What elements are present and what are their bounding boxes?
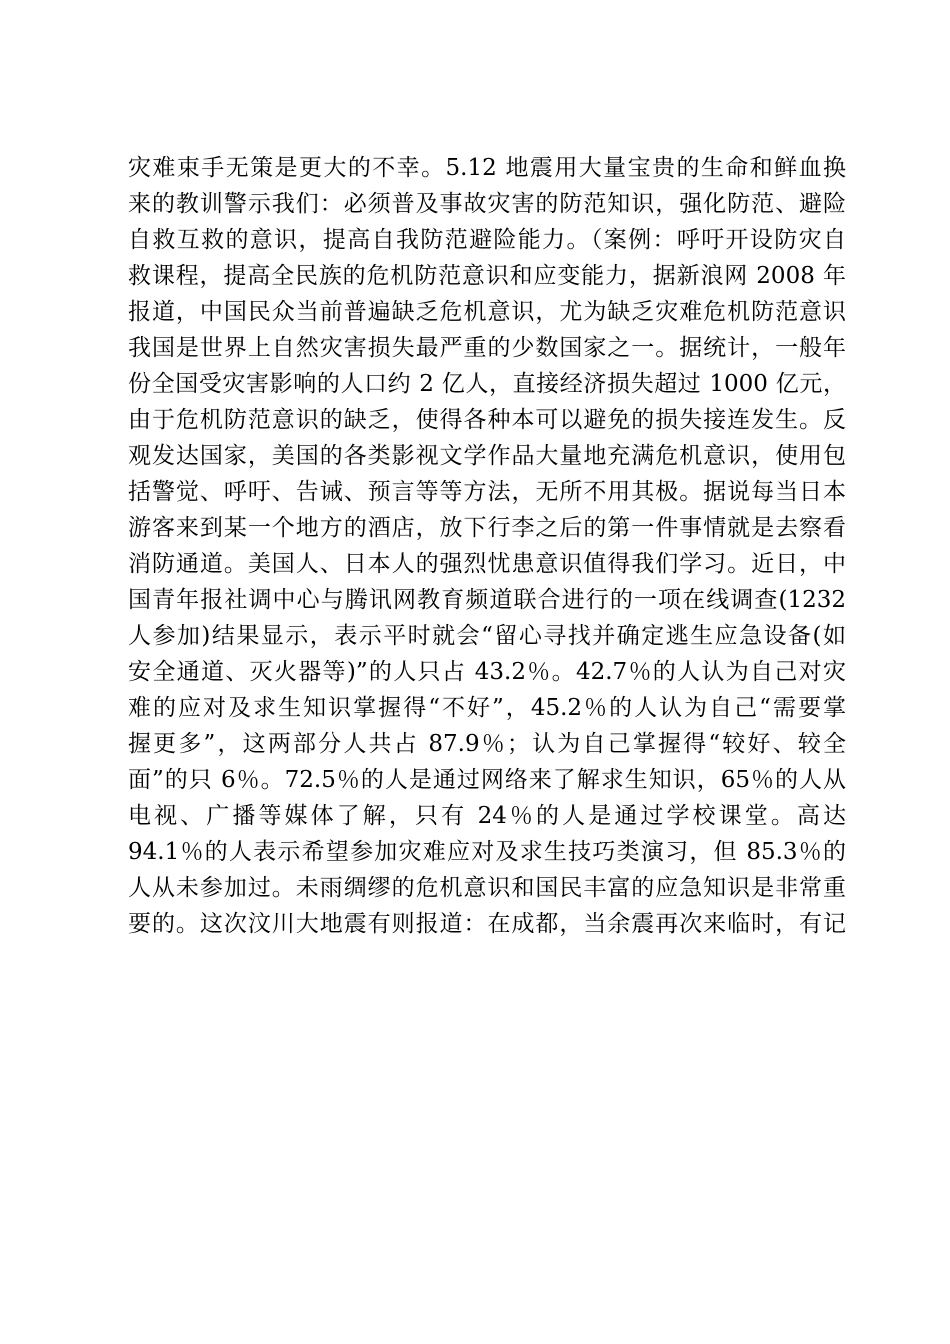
text-line: 电视、广播等媒体了解，只有 24％的人是通过学校课堂。高达: [128, 803, 846, 829]
text-line: 份全国受灾害影响的人口约 2 亿人，直接经济损失超过 1000 亿元，: [128, 371, 846, 397]
text-line: 游客来到某一个地方的酒店，放下行李之后的第一件事情就是去察看: [128, 515, 846, 541]
text-line: 国青年报社调中心与腾讯网教育频道联合进行的一项在线调查(1232: [128, 587, 846, 613]
text-line: 救课程，提高全民族的危机防范意识和应变能力，据新浪网 2008 年: [128, 263, 846, 289]
text-line: 灾难束手无策是更大的不幸。5.12 地震用大量宝贵的生命和鲜血换: [128, 155, 846, 181]
text-line: 观发达国家，美国的各类影视文学作品大量地充满危机意识，使用包: [128, 443, 846, 469]
text-line: 安全通道、灭火器等)”的人只占 43.2％。42.7％的人认为自己对灾: [128, 659, 846, 685]
text-line: 要的。这次汶川大地震有则报道：在成都，当余震再次来临时，有记: [128, 911, 846, 937]
text-line: 我国是世界上自然灾害损失最严重的少数国家之一。据统计，一般年: [128, 335, 846, 361]
text-line: 报道，中国民众当前普遍缺乏危机意识，尤为缺乏灾难危机防范意识: [128, 299, 846, 325]
text-line: 握更多”，这两部分人共占 87.9％；认为自己掌握得“较好、较全: [128, 731, 846, 757]
text-line: 人从未参加过。未雨绸缪的危机意识和国民丰富的应急知识是非常重: [128, 875, 846, 901]
text-line: 人参加)结果显示，表示平时就会“留心寻找并确定逃生应急设备(如: [128, 623, 846, 649]
text-line: 面”的只 6％。72.5％的人是通过网络来了解求生知识，65％的人从: [128, 767, 846, 793]
text-line: 来的教训警示我们：必须普及事故灾害的防范知识，强化防范、避险: [128, 191, 846, 217]
text-line: 自救互救的意识，提高自我防范避险能力。（案例：呼吁开设防灾自: [128, 227, 846, 253]
text-line: 由于危机防范意识的缺乏，使得各种本可以避免的损失接连发生。反: [128, 407, 846, 433]
text-line: 难的应对及求生知识掌握得“不好”，45.2％的人认为自己“需要掌: [128, 695, 846, 721]
text-line: 94.1％的人表示希望参加灾难应对及求生技巧类演习，但 85.3％的: [128, 839, 846, 865]
text-line: 消防通道。美国人、日本人的强烈忧患意识值得我们学习。近日，中: [128, 551, 846, 577]
text-line: 括警觉、呼吁、告诫、预言等等方法，无所不用其极。据说每当日本: [128, 479, 846, 505]
